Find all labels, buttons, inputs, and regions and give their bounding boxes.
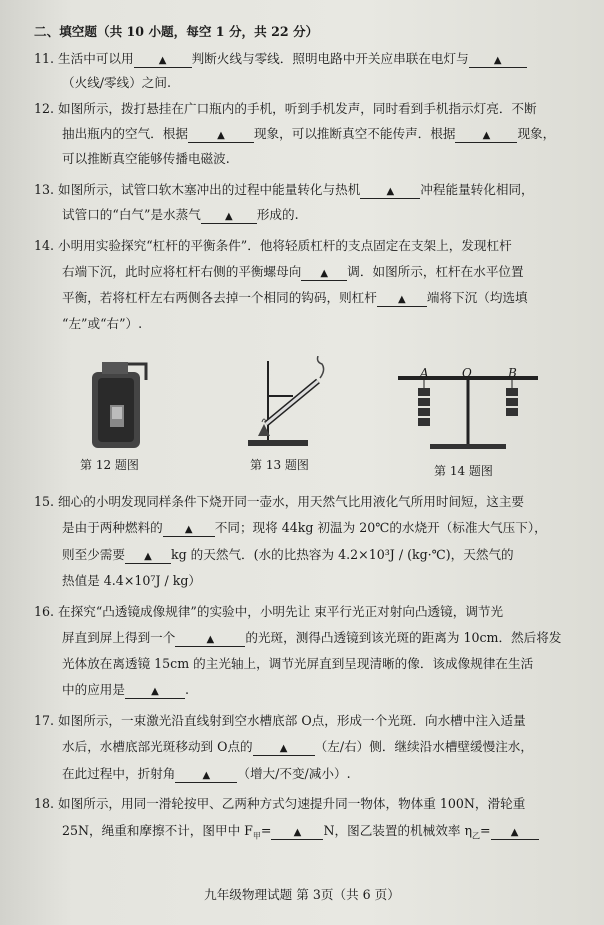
fig12-bottle-image (80, 350, 160, 450)
q18-text3: = (260, 823, 272, 838)
q14-blank2[interactable]: ▲ (377, 294, 427, 307)
q11-number: 11. (34, 51, 55, 66)
fig12-caption: 第 12 题图 (80, 458, 139, 472)
q16-text4: 中的应用是 (62, 682, 125, 697)
fig14-label-a: A (420, 366, 429, 380)
fig14-label-o: O (462, 366, 472, 380)
q14-line1 (34, 238, 512, 254)
q17-blank2[interactable]: ▲ (175, 770, 237, 783)
q17-line2 (62, 739, 533, 756)
q12-line3: 可以推断真空能够传播电磁波. (62, 151, 230, 166)
q14-blank1[interactable]: ▲ (301, 268, 347, 281)
q14-text: 小明用实验探究“杠杆的平衡条件”．他将轻质杠杆的支点固定在支架上，发现杠杆 (58, 238, 512, 253)
q13-text4: 形成的. (256, 207, 299, 222)
q16-text: 在探究“凸透镜成像规律”的实验中，小明先让 束平行光正对射向凸透镜，调节光 (58, 604, 504, 619)
q12-blank2[interactable]: ▲ (455, 130, 517, 143)
q16-line3: 光体放在离透镜 15cm 的主光轴上，调节光屏直到呈现清晰的像．该成像规律在生活 (62, 656, 534, 671)
page-footer: 九年级物理试题 第 3页（共 6 页） (204, 887, 400, 902)
q13-text3: 试管口的“白气”是水蒸气 (62, 207, 201, 222)
q17-blank1[interactable]: ▲ (253, 743, 315, 756)
q16-line2 (62, 630, 561, 647)
q13-number: 13. (34, 182, 55, 197)
q17-line3 (62, 766, 351, 783)
q17-text5: （增大/不变/减小）. (237, 766, 351, 781)
q14-text3: 调．如图所示，杠杆在水平位置 (347, 264, 524, 279)
q18-sub-jia: 甲 (252, 831, 261, 841)
q12-text3: 现象，可以推断真空不能传声．根据 (253, 126, 456, 141)
q17-text3: （左/右）侧．继续沿水槽壁缓慢注水， (314, 739, 533, 754)
q15-line2 (62, 520, 547, 537)
q11-blank2[interactable]: ▲ (469, 55, 527, 68)
q14-text2: 右端下沉，此时应将杠杆右侧的平衡螺母向 (62, 264, 302, 279)
q15-line3 (62, 547, 514, 564)
fig13-caption: 第 13 题图 (250, 458, 309, 472)
q15-text2: 是由于两种燃料的 (62, 520, 163, 535)
q17-text: 如图所示，一束激光沿直线射到空水槽底部 O点，形成一个光斑．向水槽中注入适量 (58, 713, 526, 728)
q13-line2 (62, 207, 299, 224)
q13-blank1[interactable]: ▲ (360, 186, 420, 199)
q15-line1 (34, 494, 524, 510)
q13-text: 如图所示，试管口软木塞冲出的过程中能量转化与热机 (58, 182, 361, 197)
q12-line1 (34, 101, 537, 117)
q12-line2 (62, 126, 555, 143)
q15-text: 细心的小明发现同样条件下烧开同一壶水，用天然气比用液化气所用时间短，这主要 (58, 494, 525, 509)
q11-text2: 判断火线与零线．照明电路中开关应串联在电灯与 (191, 51, 469, 66)
q14-number: 14. (34, 238, 55, 253)
q16-line4 (62, 682, 189, 699)
q18-text5: = (480, 823, 491, 838)
q18-number: 18. (34, 796, 55, 811)
q18-blank2[interactable]: ▲ (491, 827, 539, 840)
q18-text4: N，图乙装置的机械效率 η (323, 823, 472, 838)
q15-blank1[interactable]: ▲ (163, 524, 215, 537)
q18-line1 (34, 796, 525, 812)
q18-text2: 25N，绳重和摩擦不计，图甲中 F (62, 823, 253, 838)
q11-line2: （火线/零线）之间. (62, 75, 171, 90)
q15-text5: kg 的天然气．(水的比热容为 4.2×10³J / (kg·℃)，天然气的 (170, 547, 514, 562)
q15-text3: 不同；现将 44kg 初温为 20℃的水烧开（标准大气压下）， (214, 520, 547, 535)
q17-text4: 在此过程中，折射角 (62, 766, 176, 781)
q16-blank1[interactable]: ▲ (175, 634, 245, 647)
q14-text4: 平衡，若将杠杆左右两侧各去掉一个相同的钩码，则杠杆 (62, 290, 377, 305)
q17-number: 17. (34, 713, 55, 728)
q11-line1 (34, 51, 527, 68)
q15-blank2[interactable]: ▲ (125, 551, 171, 564)
q13-line1 (34, 182, 534, 199)
q18-line2 (62, 823, 539, 845)
q18-sub-yi: 乙 (472, 831, 480, 841)
q16-text2: 屏直到屏上得到一个 (62, 630, 176, 645)
section-title: 二、填空题（共 10 小题，每空 1 分，共 22 分） (34, 24, 319, 39)
q11-blank1[interactable]: ▲ (134, 55, 192, 68)
q13-blank2[interactable]: ▲ (201, 211, 257, 224)
q13-text2: 冲程能量转化相同， (420, 182, 534, 197)
q16-line1 (34, 604, 503, 620)
q12-text2: 抽出瓶内的空气．根据 (62, 126, 188, 141)
q14-line2 (62, 264, 524, 281)
fig13-test-tube-image (238, 356, 338, 451)
q11-text: 生活中可以用 (58, 51, 134, 66)
q12-blank1[interactable]: ▲ (188, 130, 254, 143)
q14-line4: “左”或“右”）. (62, 316, 143, 331)
q18-text: 如图所示，用同一滑轮按甲、乙两种方式匀速提升同一物体，物体重 100N，滑轮重 (58, 796, 526, 811)
q12-text: 如图所示，拨打悬挂在广口瓶内的手机，听到手机发声，同时看到手机指示灯亮．不断 (58, 101, 537, 116)
q16-number: 16. (34, 604, 55, 619)
q18-blank1[interactable]: ▲ (271, 827, 323, 840)
q16-text3: 的光斑，测得凸透镜到该光斑的距离为 10cm．然后将发 (245, 630, 562, 645)
q16-blank2[interactable]: ▲ (125, 686, 185, 699)
q17-line1 (34, 713, 526, 729)
q17-text2: 水后，水槽底部光斑移动到 O点的 (62, 739, 253, 754)
q12-number: 12. (34, 101, 55, 116)
q15-text4: 则至少需要 (62, 547, 125, 562)
fig14-label-b: B (508, 366, 517, 380)
q14-text5: 端将下沉（均选填 (426, 290, 528, 305)
fig14-caption: 第 14 题图 (434, 464, 493, 478)
q15-line4: 热值是 4.4×10⁷J / kg） (62, 573, 202, 588)
q15-number: 15. (34, 494, 55, 509)
q12-text4: 现象， (517, 126, 556, 141)
q14-line3 (62, 290, 528, 307)
q16-text5: . (184, 682, 189, 697)
